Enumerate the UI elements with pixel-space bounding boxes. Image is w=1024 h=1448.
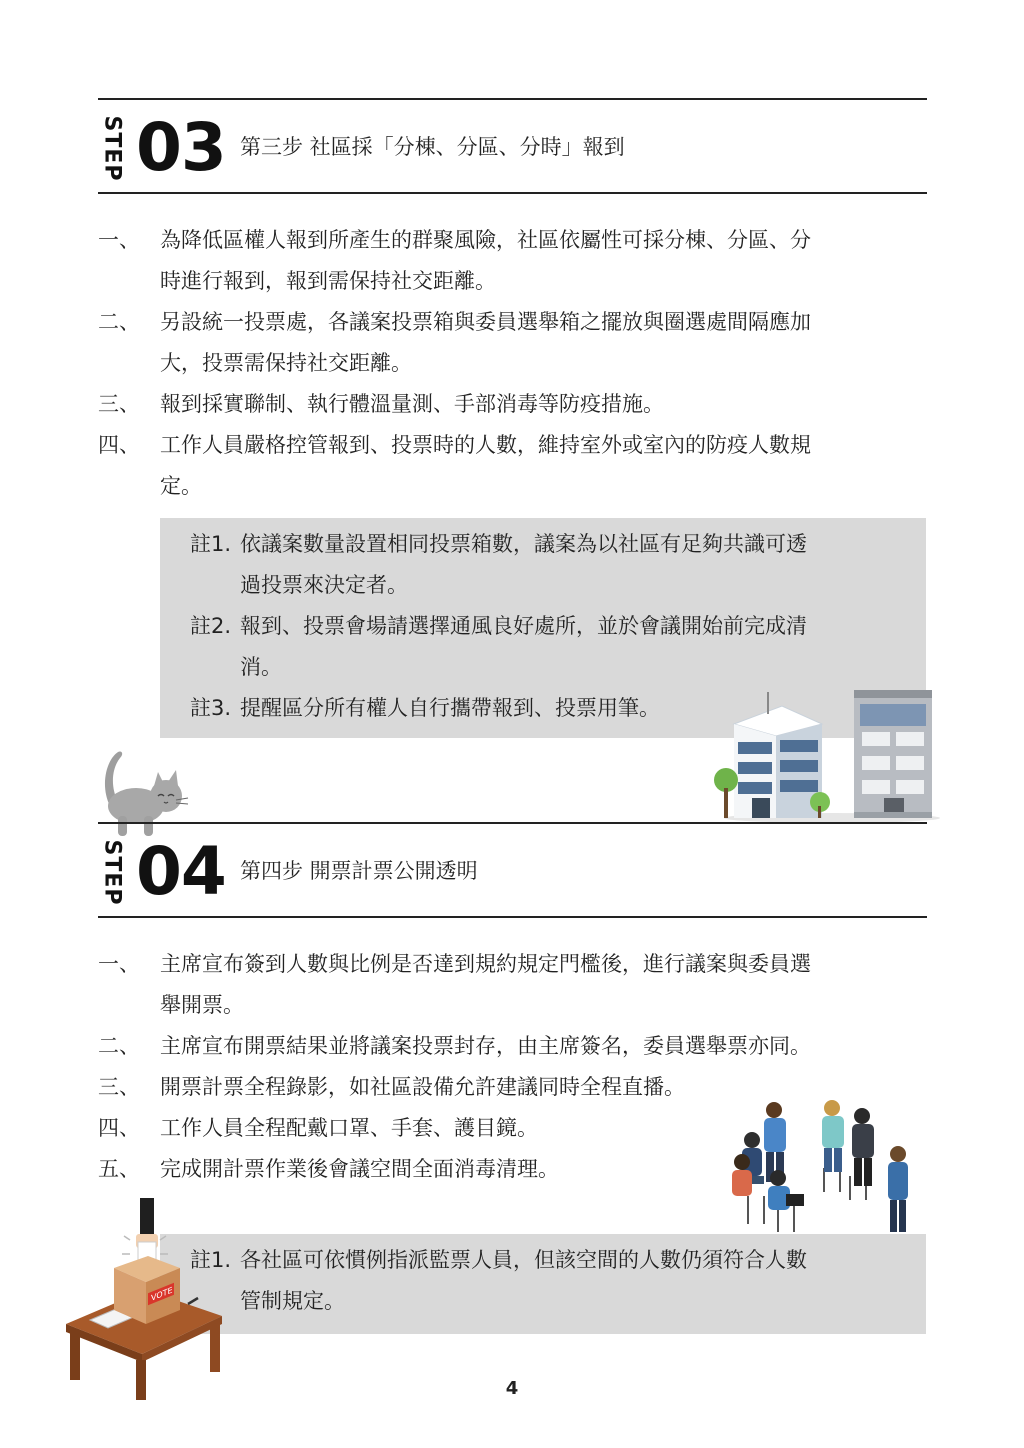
step3-bottom-rule: [98, 192, 927, 194]
step4-note-1: 註1. 各社區可依慣例指派監票人員，但該空間的人數仍須符合人數 管制規定。: [190, 1248, 807, 1313]
ballot-box-label: VOTE: [151, 1284, 173, 1303]
step3-list: [98, 220, 927, 507]
step3-note-1: 註1. 依議案數量設置相同投票箱數，議案為以社區有足夠共識可透 過投票來決定者。: [190, 532, 807, 597]
step3-note-2: 註2. 報到、投票會場請選擇通風良好處所，並於會議開始前完成清 消。: [190, 614, 807, 679]
step4-title: 第四步 開票計票公開透明: [240, 859, 478, 883]
step4-item-2: 二、 主席宣布開票結果並將議案投票封存，由主席簽名，委員選舉票亦同。: [98, 1034, 811, 1058]
step3-header: [98, 100, 927, 196]
step3-item-1: 一、 為降低區權人報到所產生的群聚風險，社區依屬性可採分棟、分區、分 時進行報到，報到需保持社交距離。: [98, 228, 811, 293]
step4-header: [98, 824, 927, 920]
meeting-people-illustration: [728, 1096, 918, 1236]
step3-item-4: 四、 工作人員嚴格控管報到、投票時的人數，維持室外或室內的防疫人數規 定。: [98, 433, 811, 498]
step4-bottom-rule: [98, 916, 927, 918]
step3-number: 03: [136, 109, 226, 186]
step3-note-3: 註3. 提醒區分所有權人自行攜帶報到、投票用筆。: [190, 696, 660, 720]
step3-item-3: 三、 報到採實聯制、執行體溫量測、手部消毒等防疫措施。: [98, 392, 664, 416]
step3-item-2: 二、 另設統一投票處，各議案投票箱與委員選舉箱之擺放與圈選處間隔應加 大，投票需保持社交距離。: [98, 310, 811, 375]
buildings-illustration: [712, 684, 942, 824]
page-number: 4: [505, 1378, 519, 1399]
step4-item-3: 三、 開票計票全程錄影，如社區設備允許建議同時全程直播。: [98, 1075, 685, 1099]
step4-item-1: 一、 主席宣布簽到人數與比例是否達到規約規定門檻後，進行議案與委員選 舉開票。: [98, 952, 811, 1017]
step4-note-box: [160, 1234, 926, 1334]
step4-item-4: 四、 工作人員全程配戴口罩、手套、護目鏡。: [98, 1116, 538, 1140]
step4-item-5: 五、 完成開計票作業後會議空間全面消毒清理。: [98, 1157, 559, 1181]
step4-number: 04: [136, 833, 226, 910]
step3-title: 第三步 社區採「分棟、分區、分時」報到: [240, 135, 625, 159]
step4-step-word: STEP: [99, 838, 125, 906]
ballot-box-illustration: [62, 1196, 228, 1402]
step3-step-word: STEP: [99, 114, 125, 182]
